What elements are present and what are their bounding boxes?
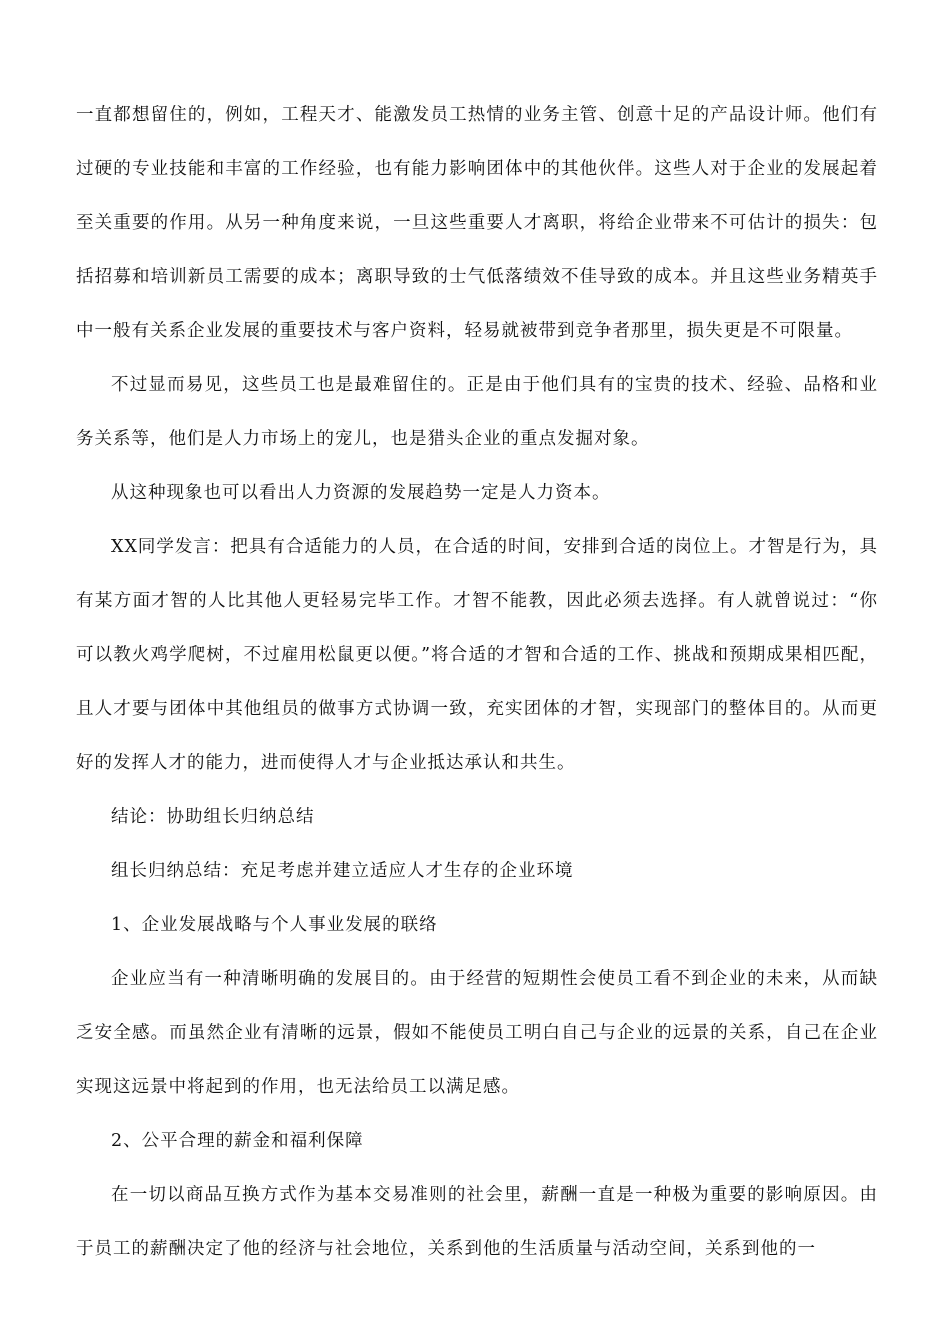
section-heading-2: 2、公平合理的薪金和福利保障 — [111, 1131, 364, 1151]
paragraph-2: 不过显而易见，这些员工也是最难留住的。正是由于他们具有的宝贵的技术、经验、品格和业务关系等，他们是人力市场上的宠儿，也是猎头企业的重点发掘对象。 — [76, 375, 878, 449]
paragraph-10: 在一切以商品互换方式作为基本交易准则的社会里，薪酬一直是一种极为重要的影响原因。由于员工的薪酬决定了他的经济与社会地位，关系到他的生活质量与活动空间，关系到他的一 — [76, 1185, 878, 1259]
paragraph-4: XX同学发言：把具有合适能力的人员，在合适的时间，安排到合适的岗位上。才智是行为，具有某方面才智的人比其他人更轻易完毕工作。才智不能教，因此必须去选择。有人就曾说过：“你可以教火鸡学爬树，不过雇用松鼠更以便。”将合适的才智和合适的工作、挑战和预期成果相匹配，且人才要与团体中其他组员的做事方式协调一致，充实团体的才智，实现部门的整体目的。从而更好的发挥人才的能力，进而使得人才与企业抵达承认和共生。 — [76, 537, 878, 773]
paragraph-3: 从这种现象也可以看出人力资源的发展趋势一定是人力资本。 — [111, 483, 611, 503]
paragraph-conclusion: 结论：协助组长归纳总结 — [111, 807, 315, 827]
document-body — [76, 88, 878, 1276]
section-heading-1: 1、企业发展战略与个人事业发展的联络 — [111, 915, 438, 935]
paragraph-summary: 组长归纳总结：充足考虑并建立适应人才生存的企业环境 — [111, 861, 574, 881]
paragraph-1: 一直都想留住的，例如，工程天才、能激发员工热情的业务主管、创意十足的产品设计师。他们有过硬的专业技能和丰富的工作经验，也有能力影响团体中的其他伙伴。这些人对于企业的发展起着至关重要的作用。从另一种角度来说，一旦这些重要人才离职，将给企业带来不可估计的损失：包括招募和培训新员工需要的成本；离职导致的士气低落绩效不佳导致的成本。并且这些业务精英手中一般有关系企业发展的重要技术与客户资料，轻易就被带到竞争者那里，损失更是不可限量。 — [76, 105, 878, 341]
paragraph-8: 企业应当有一种清晰明确的发展目的。由于经营的短期性会使员工看不到企业的未来，从而缺乏安全感。而虽然企业有清晰的远景，假如不能使员工明白自己与企业的远景的关系，自己在企业实现这远景中将起到的作用，也无法给员工以满足感。 — [76, 969, 878, 1097]
